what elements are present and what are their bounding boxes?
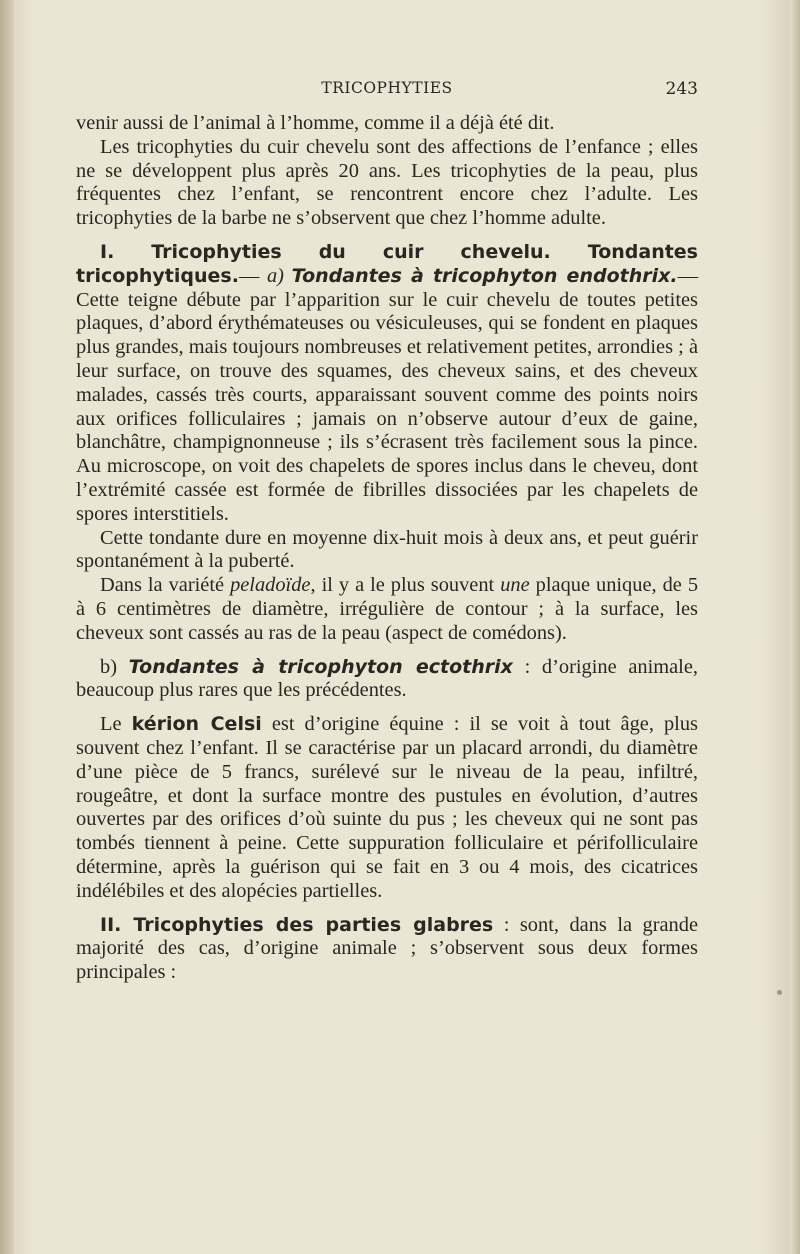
paragraph-peladoid-variety bbox=[76, 574, 698, 645]
subsection-heading-endothrix: Tondantes à tricophyton endothrix. bbox=[291, 264, 678, 287]
body-text bbox=[76, 112, 698, 985]
running-title: TRICOPHYTIES bbox=[321, 79, 453, 97]
running-head bbox=[76, 79, 698, 105]
heading-dash: — bbox=[238, 264, 267, 287]
subsection-heading-ectothrix: Tondantes à tricophyton ectothrix bbox=[128, 655, 513, 678]
peladoid-text-middle: , il y a le plus souvent bbox=[310, 574, 501, 597]
paragraph-glabrous-parts bbox=[76, 914, 698, 985]
kerion-text-start: Le bbox=[100, 713, 132, 736]
peladoid-text-start: Dans la variété bbox=[100, 574, 231, 597]
paragraph-duration: Cette tondante dure en moyenne dix-huit mois à deux ans, et peut guérir spontanément à la puberté. bbox=[76, 526, 698, 573]
subsection-label-a: a) bbox=[266, 264, 292, 287]
term-kerion-celsi: kérion Celsi bbox=[131, 713, 262, 736]
subsection-label-b: b) bbox=[100, 655, 129, 678]
ectothrix-description: : d’origine animale, beaucoup plus rares que les précédentes. bbox=[76, 655, 698, 702]
paragraph-age-distribution: Les tricophyties du cuir chevelu sont des affections de l’enfance ; elles ne se développent plus après 20 ans. Les tricophyties de la peau, plus fréquentes chez l’enfant, se rencontrent encore chez l’adulte. Les tricophyties de la barbe ne s’observent que chez l’homme adulte. bbox=[76, 135, 698, 230]
section-heading-glabrous: II. Tricophyties des parties glabres bbox=[100, 913, 494, 936]
glabrous-description: : sont, dans la grande majorité des cas, d’origine animale ; s’observent sous deux formes principales : bbox=[76, 913, 698, 984]
paper-spot bbox=[777, 990, 782, 995]
page-edge-left bbox=[0, 0, 14, 1254]
paragraph-continuation: venir aussi de l’animal à l’homme, comme il a déjà été dit. bbox=[76, 112, 555, 134]
paragraph-ectothrix bbox=[76, 656, 698, 704]
section-heading-scalp: I. Tricophyties du cuir chevelu. Tondantes tricophytiques. bbox=[76, 240, 698, 287]
page-edge-right bbox=[790, 0, 800, 1254]
endothrix-description: — Cette teigne débute par l’apparition sur le cuir chevelu de toutes petites plaques, d’abord érythémateuses ou vésiculeuses, qui se fondent en plaques plus grandes, mais toujours nombreuses et relativement petites, arrondies ; à leur surface, on trouve des squames, des cheveux sains, et des cheveux malades, cassés très courts, apparaissant souvent comme des points noirs aux orifices folliculaires ; jamais on n’observe autour d’eux de gaine, blanchâtre, champignonneuse ; ils s’écrasent très facilement sous la pince. Au microscope, on voit des chapelets de spores inclus dans le cheveu, dont l’extrémité cassée est formée de fibrilles dissociées par les chapelets de spores interstitiels. bbox=[76, 264, 698, 525]
term-peladoide: peladoïde bbox=[230, 574, 311, 597]
term-une: une bbox=[500, 574, 530, 597]
peladoid-text-end: plaque unique, de 5 à 6 centimètres de diamètre, irrégulière de contour ; à la surface, les cheveux sont cassés au ras de la peau (aspect de comédons). bbox=[76, 574, 699, 644]
page-number: 243 bbox=[665, 79, 698, 99]
kerion-description: est d’origine équine : il se voit à tout âge, plus souvent chez l’enfant. Il se caractérise par un placard arrondi, du diamètre d’une pièce de 5 francs, surélevé sur le niveau de la peau, infiltré, rougeâtre, et dont la surface montre des pustules en évolution, d’autres ouvertes par des orifices d’où suinte du pus ; les cheveux qui ne sont pas tombés tiennent à peine. Cette suppuration folliculaire et périfolliculaire détermine, après la guérison qui se fait en 3 ou 4 mois, des cicatrices indélébiles et des alopécies partielles. bbox=[76, 713, 698, 902]
paragraph-scalp-tricophyties bbox=[76, 241, 698, 527]
paragraph-kerion-celsi bbox=[76, 713, 698, 903]
